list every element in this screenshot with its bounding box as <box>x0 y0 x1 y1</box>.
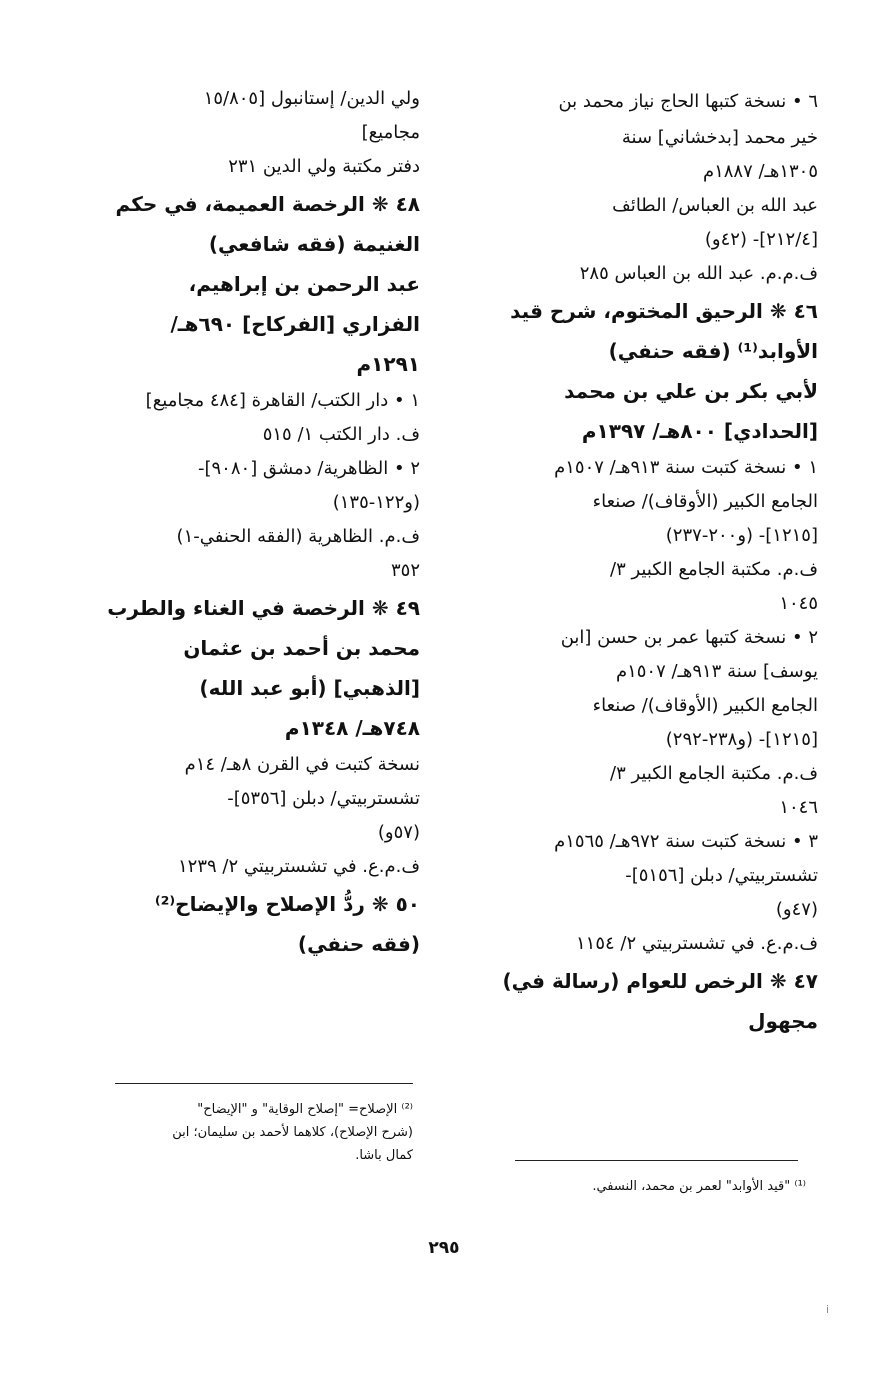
entry-text-line: [١٢١٥]- (و٢٠٠-٢٣٧) <box>665 525 818 546</box>
entry-heading-line: مجهول <box>748 1009 818 1033</box>
entry-heading-line: ١٢٩١م <box>356 352 420 376</box>
entry-text-line: ف.م.م. عبد الله بن العباس ٢٨٥ <box>579 263 818 284</box>
entry-text-line: ١٠٤٥ <box>779 593 818 614</box>
entry-text-line: ولي الدين/ إستانبول [١٥/٨٠٥ <box>203 88 420 109</box>
entry-text-line: (٥٧و) <box>377 822 420 843</box>
entry-heading-line: محمد بن أحمد بن عثمان <box>183 636 420 660</box>
footnote-line: (شرح الإصلاح)، كلاهما لأحمد بن سليمان؛ ابن <box>172 1125 413 1140</box>
entry-text-line: تشستربيتي/ دبلن [٥٣٥٦]- <box>227 788 420 809</box>
entry-heading-line: [الذهبي] (أبو عبد الله) <box>199 676 420 700</box>
entry-text-line: ف. دار الكتب ١/ ٥١٥ <box>262 424 420 445</box>
entry-heading-line: ٤٧ ❋ الرخص للعوام (رسالة في) <box>502 969 818 993</box>
entry-heading-line: الفزاري [الفركاح] ٦٩٠هـ/ <box>170 312 420 336</box>
entry-text-line: دفتر مكتبة ولي الدين ٢٣١ <box>228 156 420 177</box>
entry-text-line: ٢ • نسخة كتبها عمر بن حسن [ابن <box>560 627 818 648</box>
entry-heading-line: ٤٨ ❋ الرخصة العميمة، في حكم <box>115 192 420 216</box>
entry-heading-line: ٥٠ ❋ ردُّ الإصلاح والإيضاح⁽²⁾ <box>154 892 420 916</box>
entry-heading-line: (فقه حنفي) <box>297 932 420 956</box>
footnote-rule-left <box>115 1083 413 1084</box>
entry-text-line: الجامع الكبير (الأوقاف)/ صنعاء <box>592 695 818 716</box>
footnote-line: كمال باشا. <box>355 1148 413 1163</box>
footnote-line: ⁽²⁾ الإصلاح= "إصلاح الوقاية" و "الإيضاح" <box>197 1102 413 1117</box>
entry-heading-line: لأبي بكر بن علي بن محمد <box>564 379 818 403</box>
footnote-right: ⁽¹⁾ "قيد الأوابد" لعمر بن محمد، النسفي. <box>592 1179 806 1194</box>
entry-text-line: ٢ • الظاهرية/ دمشق [٩٠٨٠]- <box>197 458 420 479</box>
entry-text-line: ف.م. مكتبة الجامع الكبير ٣/ <box>609 559 818 580</box>
entry-text-line: الجامع الكبير (الأوقاف)/ صنعاء <box>592 491 818 512</box>
entry-text-line: (٤٧و) <box>775 899 818 920</box>
entry-text-line: ٣ • نسخة كتبت سنة ٩٧٢هـ/ ١٥٦٥م <box>554 831 818 852</box>
entry-text-line: [١٢١٥]- (و٢٣٨-٢٩٢) <box>665 729 818 750</box>
entry-text-line: خير محمد [بدخشاني] سنة <box>621 127 818 148</box>
entry-text-line: ١٠٤٦ <box>779 797 818 818</box>
entry-text-line: ١ • دار الكتب/ القاهرة [٤٨٤ مجاميع] <box>145 390 420 411</box>
entry-text-line: عبد الله بن العباس/ الطائف <box>612 195 818 216</box>
entry-text-line: ١ • نسخة كتبت سنة ٩١٣هـ/ ١٥٠٧م <box>554 457 818 478</box>
entry-text-line: نسخة كتبت في القرن ٨هـ/ ١٤م <box>184 754 420 775</box>
entry-text-line: ٦ • نسخة كتبها الحاج نياز محمد بن <box>558 91 818 112</box>
entry-text-line: مجاميع] <box>361 122 420 143</box>
page-number: ٢٩٥ <box>428 1238 460 1258</box>
entry-heading-line: [الحدادي] ٨٠٠هـ/ ١٣٩٧م <box>581 419 818 443</box>
entry-heading-line: ٤٩ ❋ الرخصة في الغناء والطرب <box>107 596 420 620</box>
entry-text-line: ف.م. مكتبة الجامع الكبير ٣/ <box>609 763 818 784</box>
entry-heading-line: عبد الرحمن بن إبراهيم، <box>188 272 420 296</box>
entry-heading-line: الغنيمة (فقه شافعي) <box>208 232 420 256</box>
left-column <box>107 82 420 964</box>
entry-text-line: ف.م. الظاهرية (الفقه الحنفي-١) <box>176 526 420 547</box>
entry-text-line: ٣٥٢ <box>390 560 420 581</box>
entry-heading-line: ٧٤٨هـ/ ١٣٤٨م <box>284 716 420 740</box>
entry-text-line: ف.م.ع. في تشستربيتي ٢/ ١٢٣٩ <box>178 856 420 877</box>
margin-mark: i <box>826 1303 830 1316</box>
footnote-left <box>113 1098 413 1167</box>
entry-text-line: [٢١٢/٤]- (٤٢و) <box>704 229 818 250</box>
entry-text-line: ١٣٠٥هـ/ ١٨٨٧م <box>702 161 818 182</box>
entry-text-line: (و١٢٢-١٣٥) <box>332 492 420 513</box>
entry-text-line: يوسف] سنة ٩١٣هـ/ ١٥٠٧م <box>615 661 818 682</box>
entry-text-line: ف.م.ع. في تشستربيتي ٢/ ١١٥٤ <box>576 933 818 954</box>
entry-heading-line: ٤٦ ❋ الرحيق المختوم، شرح قيد <box>510 299 818 323</box>
right-column <box>480 82 818 1041</box>
entry-text-line: تشستربيتي/ دبلن [٥١٥٦]- <box>625 865 818 886</box>
footnote-rule-right <box>515 1160 798 1161</box>
entry-heading-line: الأوابد⁽¹⁾ (فقه حنفي) <box>608 339 818 363</box>
